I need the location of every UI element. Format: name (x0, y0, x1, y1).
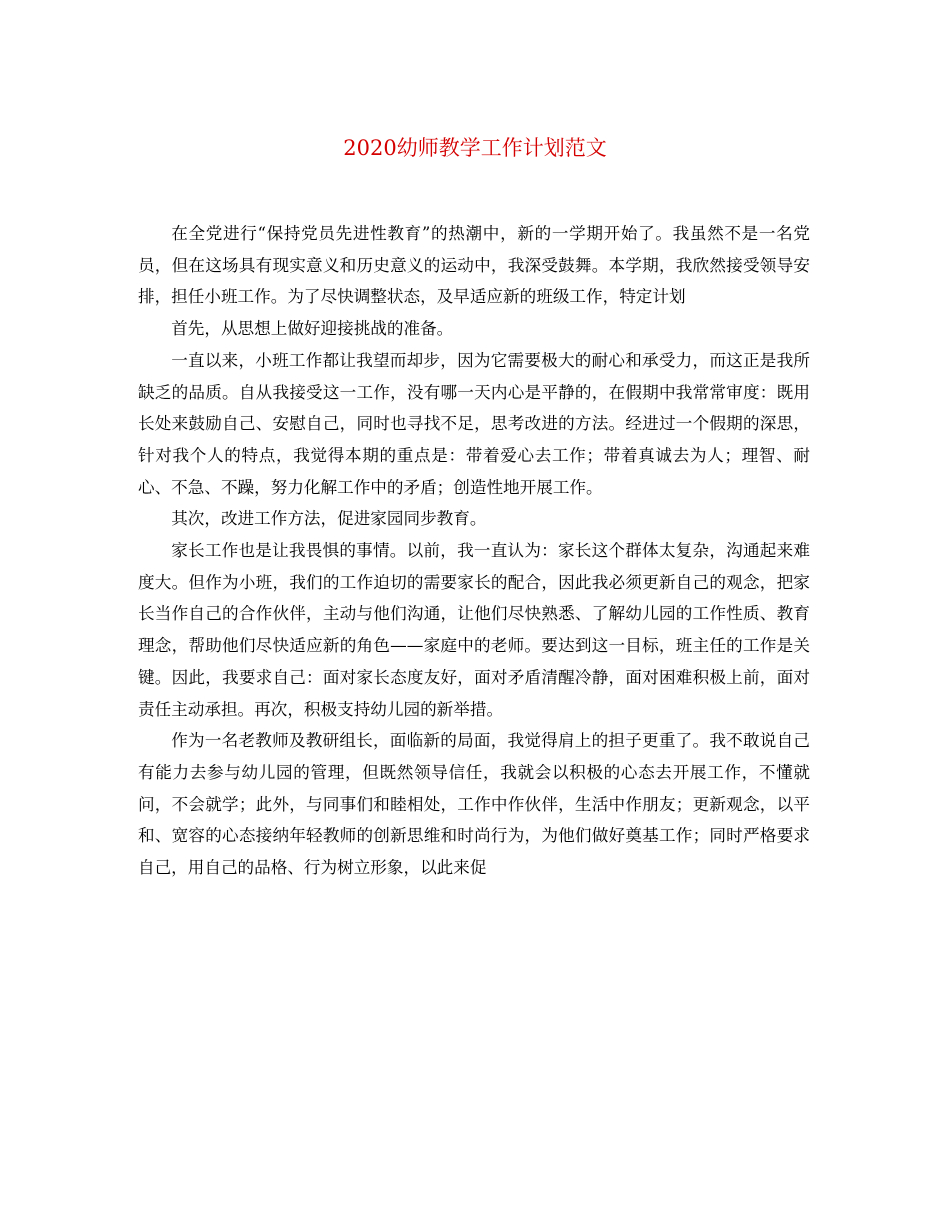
paragraph-3: 一直以来，小班工作都让我望而却步，因为它需要极大的耐心和承受力，而这正是我所缺乏的品质。自从我接受这一工作，没有哪一天内心是平静的，在假期中我常常审度：既用长处来鼓励自己、安慰自己，同时也寻找不足，思考改进的方法。经进过一个假期的深思，针对我个人的特点，我觉得本期的重点是：带着爱心去工作；带着真诚去为人；理智、耐心、不急、不躁，努力化解工作中的矛盾；创造性地开展工作。 (138, 350, 810, 497)
paragraph-6: 作为一名老教师及教研组长，面临新的局面，我觉得肩上的担子更重了。我不敢说自己有能力去参与幼儿园的管理，但既然领导信任，我就会以积极的心态去开展工作，不懂就问，不会就学；此外，与同事们和睦相处，工作中作伙伴，生活中作朋友；更新观念，以平和、宽容的心态接纳年轻教师的创新思维和时尚行为，为他们做好奠基工作；同时严格要求自己，用自己的品格、行为树立形象，以此来促 (138, 731, 810, 878)
document-body (138, 218, 810, 884)
paragraph-5: 家长工作也是让我畏惧的事情。以前，我一直认为：家长这个群体太复杂，沟通起来难度大。但作为小班，我们的工作迫切的需要家长的配合，因此我必须更新自己的观念，把家长当作自己的合作伙伴，主动与他们沟通，让他们尽快熟悉、了解幼儿园的工作性质、教育理念，帮助他们尽快适应新的角色——家庭中的老师。要达到这一目标，班主任的工作是关键。因此，我要求自己：面对家长态度友好，面对矛盾清醒冷静，面对困难积极上前，面对责任主动承担。再次，积极支持幼儿园的新举措。 (138, 541, 810, 719)
paragraph-2: 首先，从思想上做好迎接挑战的准备。 (171, 319, 454, 339)
paragraph-1: 在全党进行“保持党员先进性教育”的热潮中，新的一学期开始了。我虽然不是一名党员，但在这场具有现实意义和历史意义的运动中，我深受鼓舞。本学期，我欣然接受领导安排，担任小班工作。为了尽快调整状态，及早适应新的班级工作，特定计划 (138, 224, 810, 307)
document-title: 2020幼师教学工作计划范文 (343, 136, 607, 160)
paragraph-4: 其次，改进工作方法，促进家园同步教育。 (171, 509, 487, 529)
